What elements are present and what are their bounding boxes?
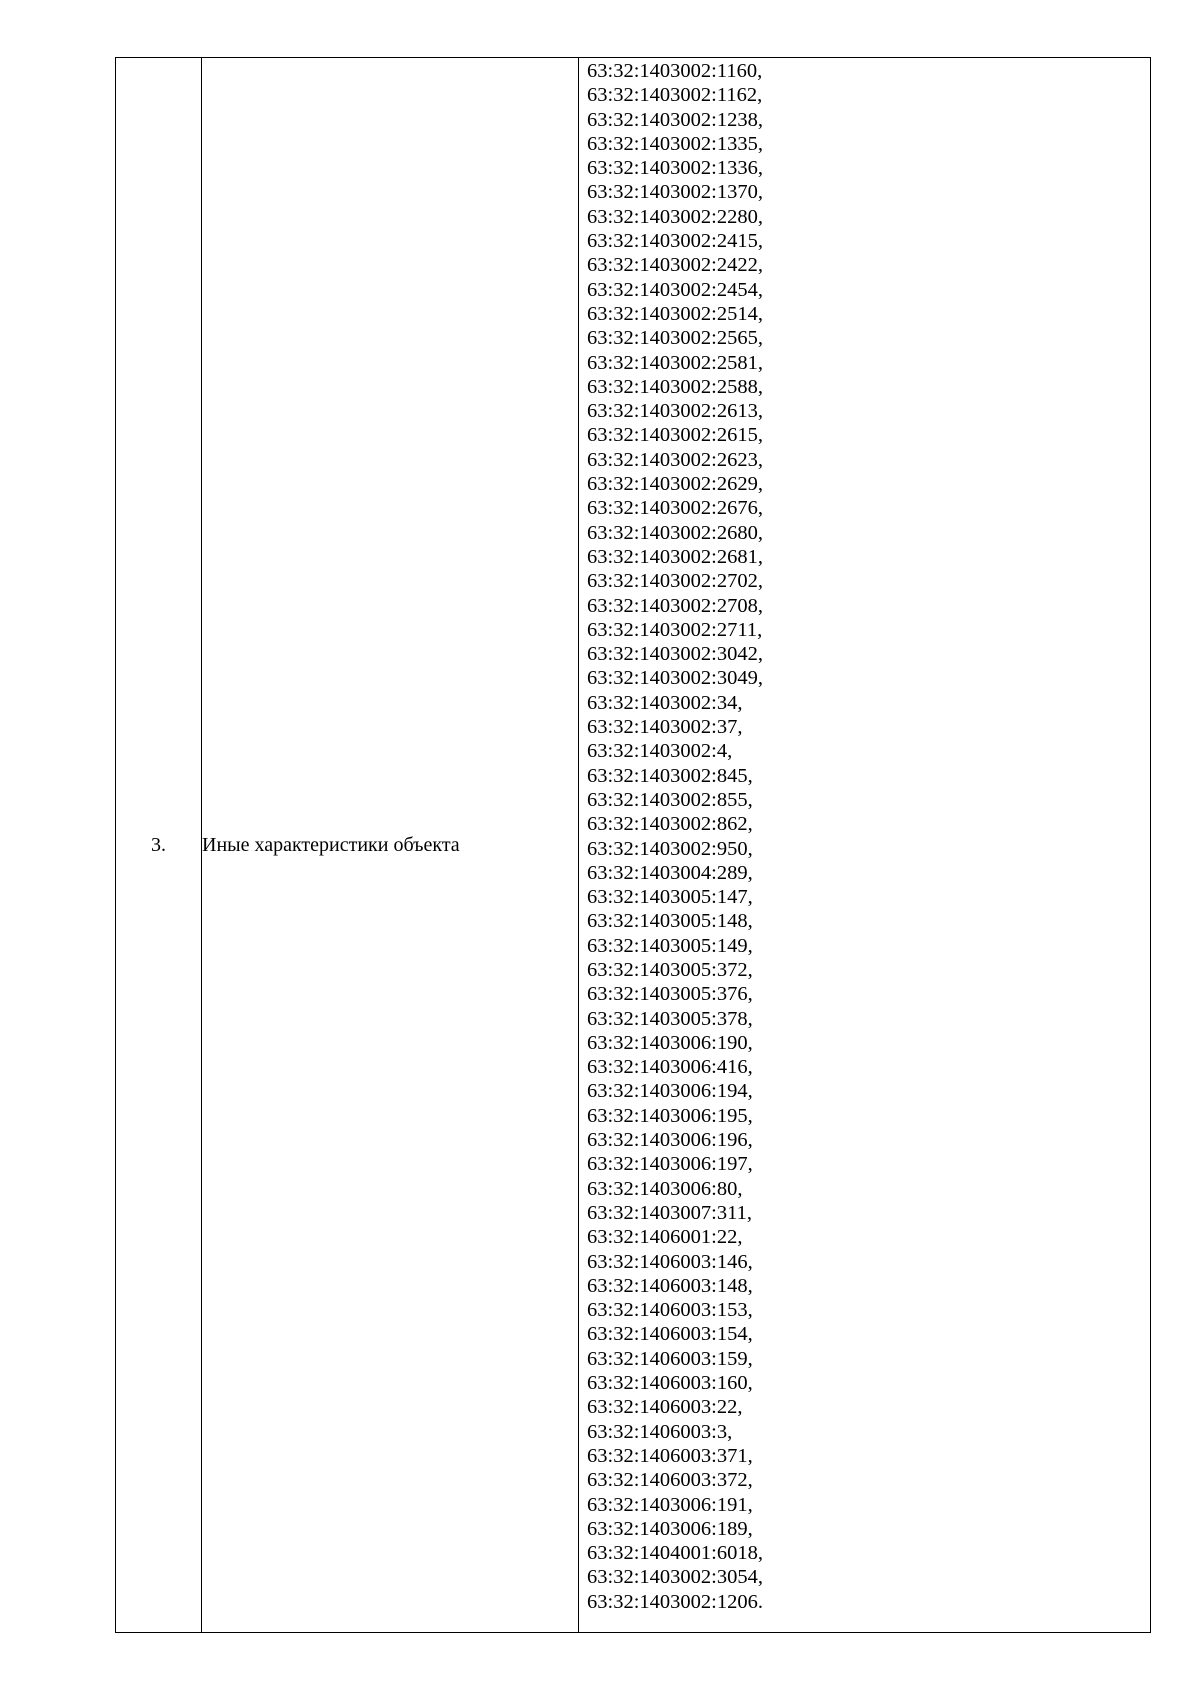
cadastral-number-item: 63:32:1406003:154, [587,1323,753,1346]
cadastral-number-item: 63:32:1403002:2581, [587,351,763,374]
cadastral-number-item: 63:32:1403002:3054, [587,1566,763,1589]
row-label-cell [202,58,579,1633]
cadastral-number-item: 63:32:1406003:160, [587,1372,753,1395]
cadastral-number-item: 63:32:1403005:149, [587,934,753,957]
cadastral-number-item: 63:32:1403002:2680, [587,521,763,544]
cadastral-number-item: 63:32:1403002:2702, [587,570,763,593]
row-number: 3. [151,833,166,856]
cadastral-number-item: 63:32:1406003:148, [587,1274,753,1297]
cadastral-number-item: 63:32:1403006:197, [587,1153,753,1176]
cadastral-number-item: 63:32:1403002:2415, [587,230,763,253]
cadastral-number-item: 63:32:1406003:153, [587,1299,753,1322]
cadastral-number-item: 63:32:1403005:378, [587,1007,753,1030]
document-table [115,57,1151,1633]
cadastral-number-item: 63:32:1403006:416, [587,1056,753,1079]
cadastral-number-item: 63:32:1403002:1206. [587,1590,763,1613]
cadastral-number-item: 63:32:1403006:195, [587,1104,753,1127]
cadastral-number-item: 63:32:1403002:2565, [587,327,763,350]
cadastral-number-item: 63:32:1403002:1162, [587,84,763,107]
cadastral-number-item: 63:32:1403002:1370, [587,181,763,204]
cadastral-number-item: 63:32:1403006:80, [587,1177,743,1200]
cadastral-numbers-list [587,59,1150,1614]
cadastral-number-item: 63:32:1403005:147, [587,886,753,909]
cadastral-number-item: 63:32:1403006:189, [587,1517,753,1540]
cadastral-number-item: 63:32:1403002:950, [587,837,753,860]
cadastral-number-item: 63:32:1403002:3042, [587,643,763,666]
cadastral-number-item: 63:32:1403004:289, [587,861,753,884]
cadastral-number-item: 63:32:1406003:372, [587,1469,753,1492]
cadastral-number-item: 63:32:1403002:2615, [587,424,763,447]
cadastral-number-item: 63:32:1403002:2708, [587,594,763,617]
cadastral-number-item: 63:32:1403002:862, [587,813,753,836]
cadastral-number-item: 63:32:1403002:2454, [587,278,763,301]
cadastral-number-item: 63:32:1403002:4, [587,740,733,763]
cadastral-number-item: 63:32:1403002:855, [587,788,753,811]
cadastral-number-item: 63:32:1403002:2613, [587,400,763,423]
table-row [116,58,1151,1633]
cadastral-number-item: 63:32:1403002:2422, [587,254,763,277]
cadastral-number-item: 63:32:1403002:2629, [587,473,763,496]
cadastral-number-item: 63:32:1403005:148, [587,910,753,933]
cadastral-number-item: 63:32:1406001:22, [587,1226,743,1249]
cadastral-number-item: 63:32:1403002:2280, [587,205,763,228]
row-number-cell [116,58,202,1633]
cadastral-number-item: 63:32:1403002:3049, [587,667,763,690]
cadastral-number-item: 63:32:1403002:2681, [587,545,763,568]
cadastral-number-item: 63:32:1406003:371, [587,1444,753,1467]
cadastral-number-item: 63:32:1403006:194, [587,1080,753,1103]
cadastral-numbers-cell [579,58,1151,1633]
cadastral-number-item: 63:32:1403002:1336, [587,157,763,180]
cadastral-number-item: 63:32:1404001:6018, [587,1542,763,1565]
cadastral-number-item: 63:32:1403002:2623, [587,448,763,471]
cadastral-number-item: 63:32:1403002:1335, [587,132,763,155]
cadastral-number-item: 63:32:1406003:22, [587,1396,743,1419]
cadastral-number-item: 63:32:1403002:2676, [587,497,763,520]
cadastral-number-item: 63:32:1403006:196, [587,1129,753,1152]
cadastral-number-item: 63:32:1403006:191, [587,1493,753,1516]
cadastral-number-item: 63:32:1403006:190, [587,1031,753,1054]
cadastral-number-item: 63:32:1403002:37, [587,716,743,739]
cadastral-number-item: 63:32:1406003:146, [587,1250,753,1273]
cadastral-number-item: 63:32:1403005:372, [587,958,753,981]
cadastral-number-item: 63:32:1403002:2711, [587,618,763,641]
cadastral-number-item: 63:32:1403005:376, [587,983,753,1006]
cadastral-number-item: 63:32:1406003:3, [587,1420,733,1443]
cadastral-number-item: 63:32:1403002:34, [587,691,743,714]
row-label: Иные характеристики объекта [202,833,460,856]
cadastral-number-item: 63:32:1406003:159, [587,1347,753,1370]
cadastral-number-item: 63:32:1403007:311, [587,1201,752,1224]
cadastral-number-item: 63:32:1403002:2588, [587,375,763,398]
cadastral-number-item: 63:32:1403002:1160, [587,60,763,82]
cadastral-number-item: 63:32:1403002:1238, [587,108,763,131]
cadastral-number-item: 63:32:1403002:2514, [587,302,763,325]
cadastral-number-item: 63:32:1403002:845, [587,764,753,787]
